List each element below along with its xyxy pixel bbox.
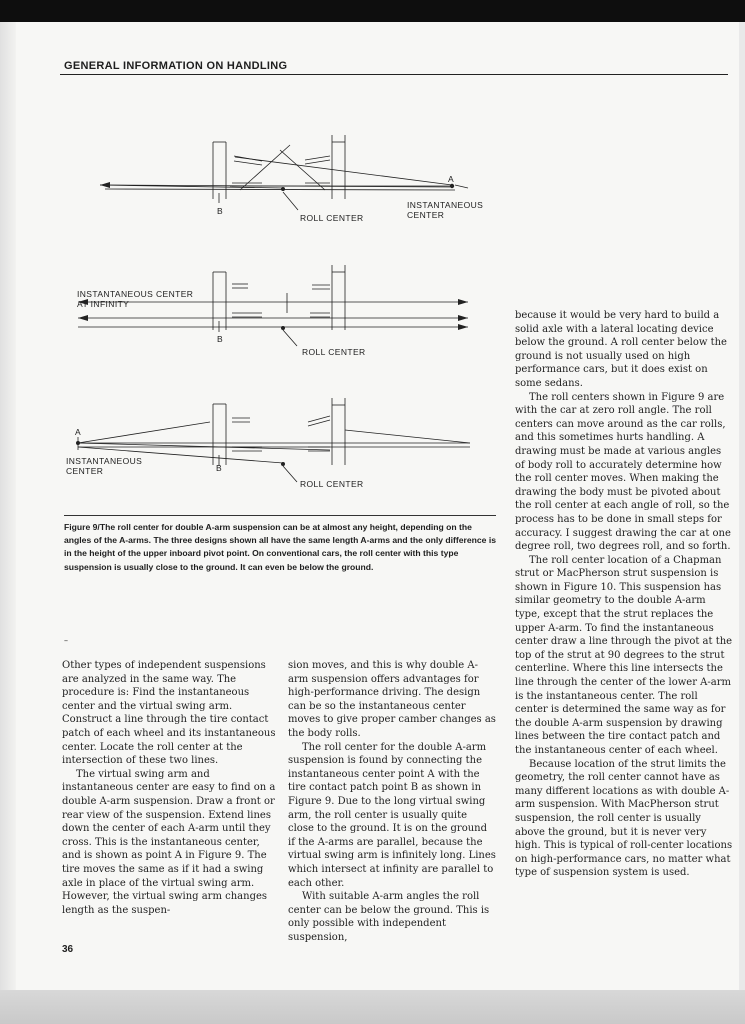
text-column-2 [288, 659, 496, 944]
page-number: 36 [62, 944, 74, 955]
arrow-right-3 [458, 315, 468, 321]
diagram-2-instantaneous-center-label: INSTANTANEOUS CENTER AT INFINITY [77, 289, 194, 309]
arrow-left-1 [100, 182, 110, 188]
text-column-3 [515, 309, 733, 880]
roll-center-point-2 [281, 326, 285, 330]
arrow-left-3 [78, 315, 88, 321]
point-a-1 [450, 184, 454, 188]
paragraph: because it would be very hard to build a solid axle with a lateral locating device below the ground. A roll center below the ground is not usually used on high performance cars, but it does exist on some sedans. [515, 310, 727, 389]
text-column-1 [62, 659, 276, 917]
roll-center-point-1 [281, 187, 285, 191]
paragraph: The roll centers shown in Figure 9 are with the car at zero roll angle. The roll centers can move around as the car rolls, and this sometimes hurts handling. A drawing must be made at various angles of body roll to accurately determine how the roll center moves. When making the drawing the body must be pivoted about the roll center at each angle of roll, so the process has to be done in small steps for accuracy. I suggest drawing the car at one degree roll, two degrees roll, and so forth. [515, 391, 731, 553]
diagram-1-label-b: B [217, 206, 224, 216]
diagram-2-label-b: B [217, 334, 224, 344]
paragraph: Other types of independent suspensions are analyzed in the same way. The procedure is: Find the instantaneous center and the virtual swing arm. Construct a line through the tire contact patch of each wheel and its instantaneous center. Locate the roll center at the intersection of these two lines. [62, 660, 276, 767]
paragraph: With suitable A-arm angles the roll center can be below the ground. This is only possible with independent suspension, [288, 891, 490, 943]
figure-caption: Figure 9/The roll center for double A-arm suspension can be at almost any height, depending on the angles of the A-arms. The three designs shown all have the same length A-arms and the only difference is in the height of the upper inboard pivot point. On conventional cars, the roll center with this type suspension is usually close to the ground. It can even be below the ground. [64, 522, 497, 572]
paragraph: The roll center location of a Chapman strut or MacPherson strut suspension is shown in Figure 10. This suspension has similar geometry to the double A-arm type, except that the strut replaces the upper A-arm. To find the instantaneous center draw a line through the pivot at the top of the strut at 90 degrees to the strut centerline. Where this line intersects the line through the center of the lower A-arm is the instantaneous center. The roll center is determined the same way as for the double A-arm suspension by drawing lines between the tire contact patch and the instantaneous center of each wheel. [515, 554, 733, 756]
diagram-1-lines [100, 135, 468, 210]
diagram-1-roll-center-label: ROLL CENTER [300, 213, 364, 223]
diagram-1-label-a: A [448, 174, 455, 184]
diagram-3-label-a: A [75, 427, 82, 437]
paragraph: The virtual swing arm and instantaneous center are easy to find on a double A-arm suspension. Draw a front or rear view of the suspension. Extend lines down the center of each A-arm until they cross. This is the instantaneous center, and is shown as point A in Figure 9. The tire moves the same as if it had a swing axle in place of the virtual swing arm. However, the virtual swing arm changes length as the suspen- [62, 768, 276, 916]
paragraph: Because location of the strut limits the geometry, the roll center cannot have as many different locations as with double A-arm suspension. With MacPherson strut suspension, the roll center is usually above the ground, but it is never very high. This is typical of roll-center locations on high-performance cars, no matter what type of suspension system is used. [515, 758, 733, 879]
arrow-right-4 [458, 324, 468, 330]
paragraph: sion moves, and this is why double A-arm suspension offers advantages for high-performance driving. The design can be so the instantaneous center moves to give proper camber changes as the body rolls. [288, 660, 496, 739]
stray-mark: – [64, 636, 68, 645]
running-header: GENERAL INFORMATION ON HANDLING [64, 60, 288, 72]
scan-bottom-edge [0, 990, 745, 1024]
arrow-right-2 [458, 299, 468, 305]
diagram-1-instantaneous-center-label: INSTANTANEOUS CENTER [407, 200, 484, 220]
diagram-3-roll-center-label: ROLL CENTER [300, 479, 364, 489]
roll-center-point-3 [281, 462, 285, 466]
diagram-2-roll-center-label: ROLL CENTER [302, 347, 366, 357]
point-a-3 [76, 441, 80, 445]
diagram-3-label-b: B [216, 463, 223, 473]
paragraph: The roll center for the double A-arm suspension is found by connecting the instantaneous center point A with the tire contact patch point B as shown in Figure 9. Due to the long virtual swing arm, the roll center is usually quite close to the ground. It is on the ground if the A-arms are parallel, because the virtual swing arm is infinitely long. Lines which intersect at infinity are parallel to each other. [288, 741, 496, 889]
caption-rule [64, 515, 496, 516]
diagram-3-instantaneous-center-label: INSTANTANEOUS CENTER [66, 456, 143, 476]
